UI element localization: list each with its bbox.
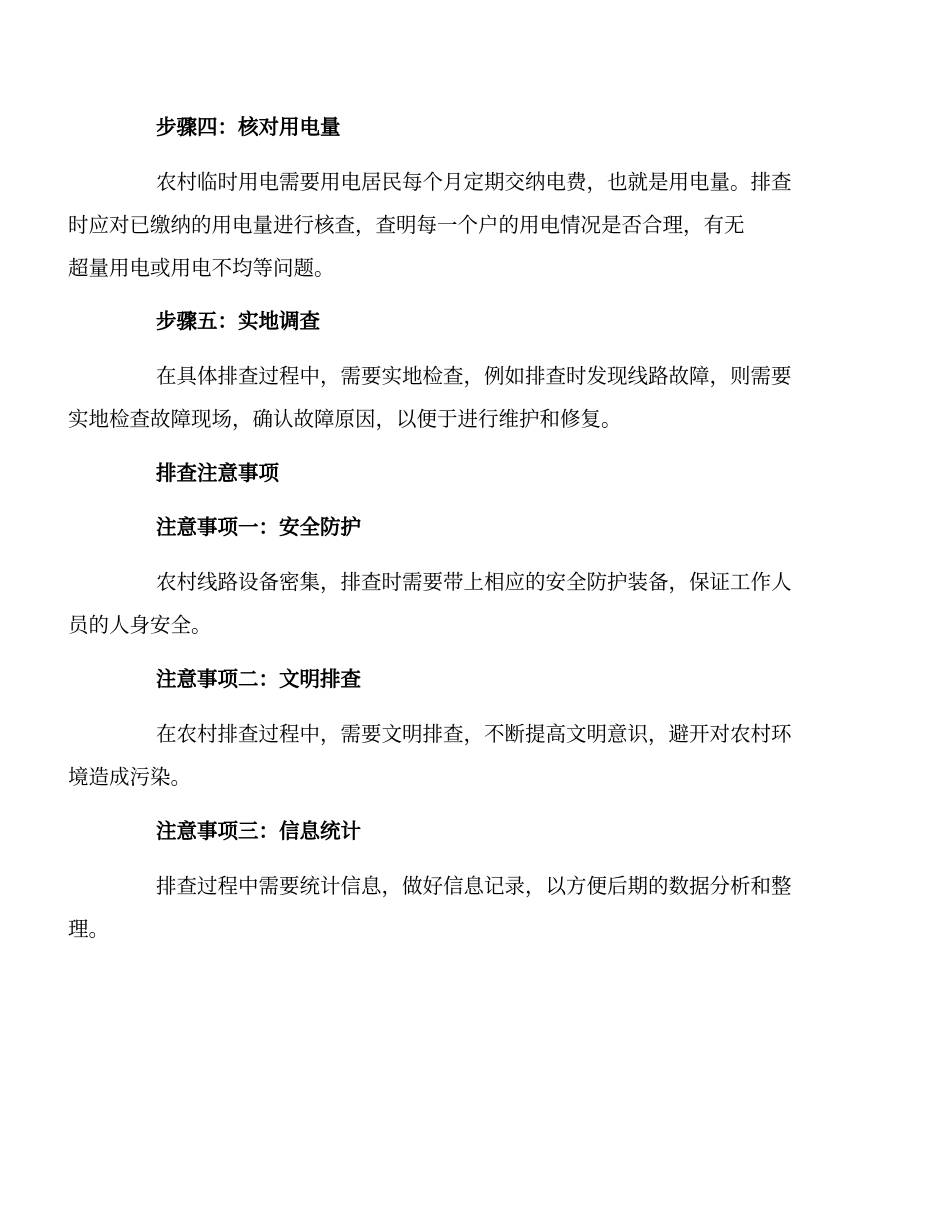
paragraph-step-5 — [68, 355, 832, 441]
paragraph-line: 时应对已缴纳的用电量进行核查，查明每一个户的用电情况是否合理，有无 — [68, 213, 745, 237]
heading-precaution-1: 注意事项一：安全防护 — [156, 515, 361, 539]
heading-precaution-2: 注意事项二：文明排查 — [156, 667, 361, 691]
paragraph-line: 农村线路设备密集，排查时需要带上相应的安全防护装备，保证工作人 — [156, 570, 792, 594]
paragraph-line: 在具体排查过程中，需要实地检查，例如排查时发现线路故障，则需要 — [156, 364, 792, 388]
paragraph-line: 农村临时用电需要用电居民每个月定期交纳电费，也就是用电量。排查 — [156, 170, 792, 194]
paragraph-precaution-3 — [68, 865, 832, 951]
paragraph-line: 实地检查故障现场，确认故障原因，以便于进行维护和修复。 — [68, 407, 622, 431]
paragraph-line: 员的人身安全。 — [68, 613, 212, 637]
paragraph-precaution-2 — [68, 713, 832, 799]
paragraph-precaution-1 — [68, 561, 832, 647]
paragraph-line: 理。 — [68, 917, 109, 941]
paragraph-line: 境造成污染。 — [68, 765, 191, 789]
paragraph-line: 在农村排查过程中，需要文明排查，不断提高文明意识，避开对农村环 — [156, 722, 792, 746]
paragraph-line: 排查过程中需要统计信息，做好信息记录，以方便后期的数据分析和整 — [156, 874, 792, 898]
heading-precaution-3: 注意事项三：信息统计 — [156, 819, 361, 843]
paragraph-line: 超量用电或用电不均等问题。 — [68, 256, 335, 280]
heading-precautions: 排查注意事项 — [156, 461, 279, 485]
heading-step-4: 步骤四：核对用电量 — [156, 115, 341, 139]
paragraph-step-4 — [68, 161, 832, 290]
heading-step-5: 步骤五：实地调查 — [156, 309, 320, 333]
